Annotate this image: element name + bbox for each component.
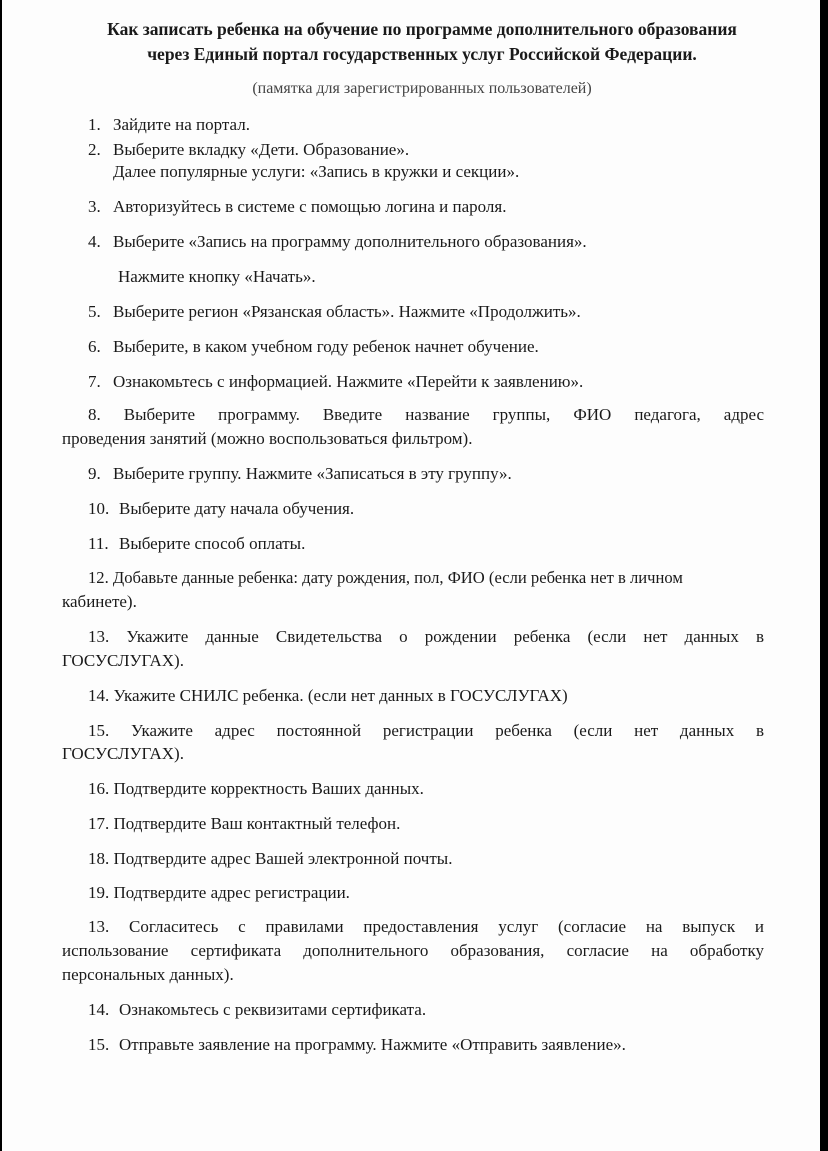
step-13b-number: 13. (88, 917, 110, 936)
step-13b-line-1 (88, 917, 764, 937)
step-15b-number: 15. (88, 1035, 110, 1054)
step-6-number: 6. (88, 337, 101, 356)
step-13-line-1 (88, 627, 764, 647)
step-3-number: 3. (88, 197, 101, 216)
title-line-1: Как записать ребенка на обучение по программе дополнительного образования (107, 19, 737, 39)
document-title (42, 17, 802, 67)
step-2-text: Выберите вкладку «Дети. Образование». (113, 140, 410, 159)
step-4-number: 4. (88, 232, 101, 251)
step-14b-number: 14. (88, 1000, 110, 1019)
step-17-line-1 (88, 814, 400, 834)
step-13-number: 13. (88, 627, 110, 646)
step-17-number: 17. (88, 814, 110, 833)
step-6-text: Выберите, в каком учебном году ребенок начнет обучение. (113, 337, 539, 356)
step-10-text: Выберите дату начала обучения. (119, 499, 355, 518)
step-5-number: 5. (88, 302, 101, 321)
step-14-text: Укажите СНИЛС ребенка. (если нет данных в ГОСУСЛУГАХ) (113, 686, 568, 705)
step-2-number: 2. (88, 140, 101, 159)
step-9-text: Выберите группу. Нажмите «Записаться в эту группу». (113, 464, 512, 483)
step-14-number: 14. (88, 686, 110, 705)
step-7-text: Ознакомьтесь с информацией. Нажмите «Перейти к заявлению». (113, 372, 584, 391)
step-16-line-1 (88, 779, 424, 799)
title-line-2: через Единый портал государственных услуг Российской Федерации. (147, 44, 697, 64)
step-4-text-line-2: Нажмите кнопку «Начать». (118, 267, 316, 286)
step-19-text: Подтвердите адрес регистрации. (113, 883, 350, 902)
step-5-text: Выберите регион «Рязанская область». Нажмите «Продолжить». (113, 302, 581, 321)
step-15-text-line-2: ГОСУСЛУГАХ). (62, 744, 184, 763)
step-19-number: 19. (88, 883, 110, 902)
step-15-text: Укажите адрес постоянной регистрации ребенка (если нет данных в (130, 721, 764, 740)
step-8-text-line-2: проведения занятий (можно воспользоваться фильтром). (62, 429, 473, 448)
step-11-number: 11. (88, 534, 109, 553)
step-18-text: Подтвердите адрес Вашей электронной почты. (113, 849, 453, 868)
step-14-line-1 (88, 686, 568, 706)
step-13-text: Укажите данные Свидетельства о рождении ребенка (если нет данных в (126, 627, 764, 646)
step-15-number: 15. (88, 721, 110, 740)
step-1-text: Зайдите на портал. (113, 115, 250, 134)
step-16-number: 16. (88, 779, 110, 798)
step-12-text: Добавьте данные ребенка: дату рождения, пол, ФИО (если ребенка нет в личном (112, 568, 683, 587)
step-13-text-line-2: ГОСУСЛУГАХ). (62, 651, 184, 670)
step-1-number: 1. (88, 115, 101, 134)
step-18-line-1 (88, 849, 452, 869)
step-12-number: 12. (88, 568, 109, 587)
step-12-line-1 (88, 568, 683, 588)
step-16-text: Подтвердите корректность Ваших данных. (113, 779, 424, 798)
step-10-number: 10. (88, 499, 110, 518)
step-4-text: Выберите «Запись на программу дополнительного образования». (113, 232, 587, 251)
step-13b-text-line-2: использование сертификата дополнительного образования, согласие на обработку (62, 941, 764, 960)
step-2-text-line-2: Далее популярные услуги: «Запись в кружки и секции». (113, 162, 520, 181)
step-8-number: 8. (88, 405, 101, 424)
step-8-line-1 (88, 405, 764, 425)
step-9-number: 9. (88, 464, 101, 483)
step-15b-text: Отправьте заявление на программу. Нажмите «Отправить заявление». (119, 1035, 626, 1054)
step-12-text-line-2: кабинете). (62, 592, 137, 611)
step-19-line-1 (88, 883, 350, 903)
step-13b-text-line-3: персональных данных). (62, 965, 234, 984)
step-3-text: Авторизуйтесь в системе с помощью логина и пароля. (113, 197, 507, 216)
step-17-text: Подтвердите Ваш контактный телефон. (113, 814, 401, 833)
step-14b-text: Ознакомьтесь с реквизитами сертификата. (119, 1000, 427, 1019)
step-15-line-1 (88, 721, 764, 741)
step-18-number: 18. (88, 849, 110, 868)
step-7-number: 7. (88, 372, 101, 391)
document-subtitle: (памятка для зарегистрированных пользователей) (252, 80, 592, 97)
document-page (2, 0, 820, 1151)
step-13b-text: Согласитесь с правилами предоставления услуг (согласие на выпуск и (129, 917, 764, 936)
step-8-text: Выберите программу. Введите название группы, ФИО педагога, адрес (123, 405, 765, 424)
step-11-text: Выберите способ оплаты. (119, 534, 306, 553)
